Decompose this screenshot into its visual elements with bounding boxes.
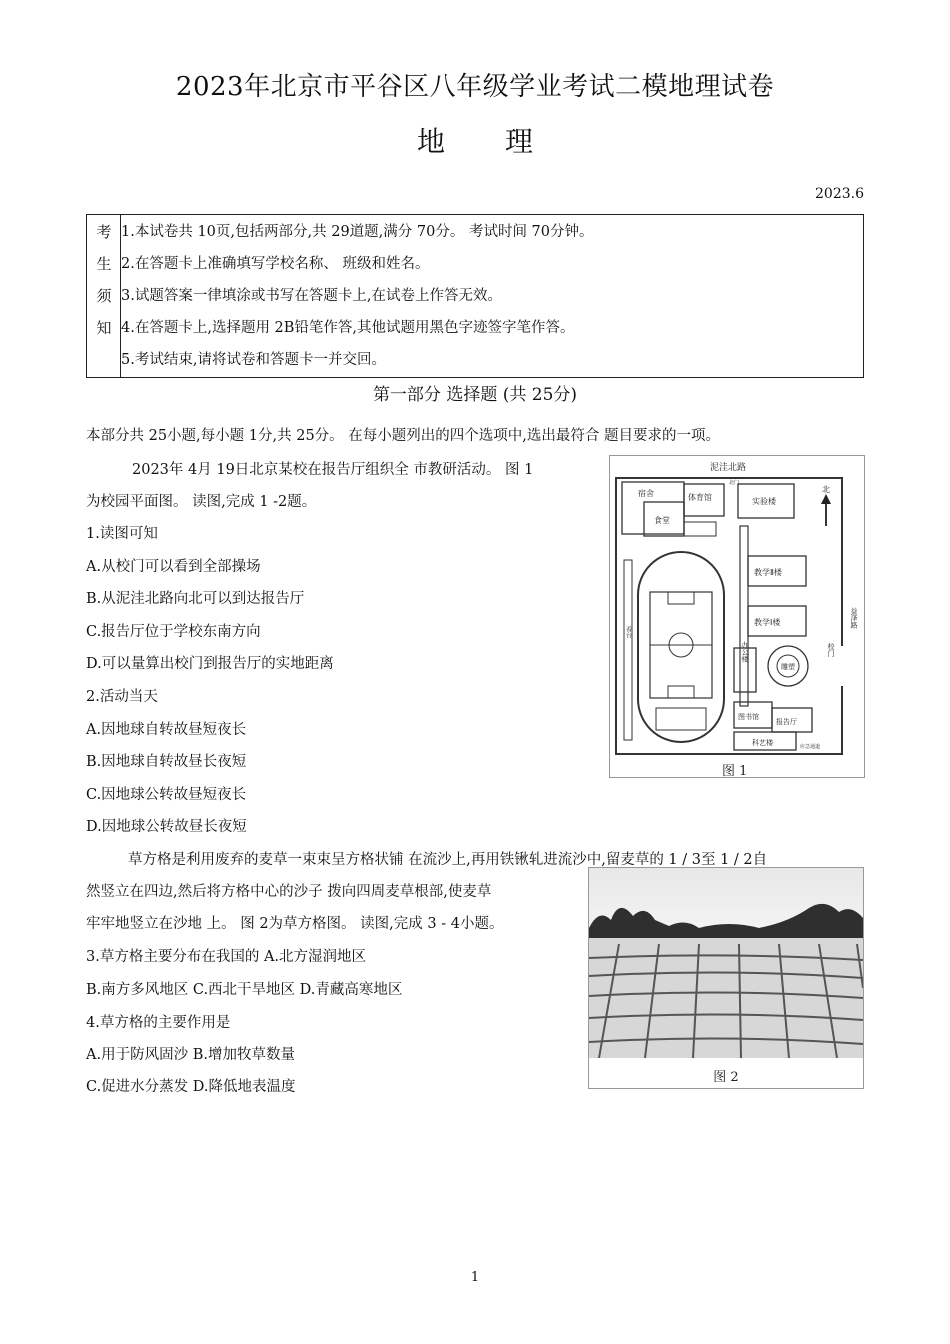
goal-box-north xyxy=(668,592,694,604)
notice-side-char: 知 xyxy=(96,319,112,337)
candidate-notice-box xyxy=(86,214,864,378)
notice-item: 1.本试卷共 10页,包括两部分,共 29道题,满分 70分。 考试时间 70分钟。 xyxy=(121,224,594,240)
notice-side-char: 须 xyxy=(96,287,112,305)
gate-opening xyxy=(838,646,846,686)
gym-label: 体育馆 xyxy=(688,493,712,502)
library-label: 图书馆 xyxy=(738,713,759,721)
figure2-photo xyxy=(588,867,864,1089)
office-label: 办公楼 xyxy=(741,641,749,663)
exit-label: 应急通道 xyxy=(800,744,821,750)
q1-option-c: C.报告厅位于学校东南方向 xyxy=(86,624,261,640)
passage1-line: 为校园平面图。 读图,完成 1 -2题。 xyxy=(86,494,317,510)
exam-title: 2023年北京市平谷区八年级学业考试二模地理试卷 xyxy=(175,72,775,102)
teach1-label: 教学Ⅰ楼 xyxy=(754,618,781,627)
subject-char-2: 理 xyxy=(505,125,534,158)
q1-option-a: A.从校门可以看到全部操场 xyxy=(86,559,261,575)
q2-option-c: C.因地球公转故昼短夜长 xyxy=(86,787,247,803)
part1-intro: 本部分共 25小题,每小题 1分,共 25分。 在每小题列出的四个选项中,选出最符合 题目要求的一项。 xyxy=(86,428,720,444)
subject-char-1: 地 xyxy=(416,125,445,158)
notice-item: 5.考试结束,请将试卷和答题卡一并交回。 xyxy=(121,352,386,368)
q4-line: A.用于防风固沙 B.增加牧草数量 xyxy=(86,1047,295,1063)
subject-heading xyxy=(0,120,950,160)
q1-stem: 1.读图可知 xyxy=(86,526,158,542)
passage2-line: 然竖立在四边,然后将方格中心的沙子 拨向四周麦草根部,使麦草 xyxy=(86,884,492,900)
figure1-caption: 图 1 xyxy=(722,764,748,779)
page-number: 1 xyxy=(470,1270,480,1285)
basketball-court xyxy=(656,708,706,730)
notice-side-char: 生 xyxy=(96,255,112,273)
q4-line: C.促进水分蒸发 D.降低地表温度 xyxy=(86,1079,296,1095)
canteen-label: 食堂 xyxy=(654,516,670,525)
lab-label: 实验楼 xyxy=(752,497,776,506)
north-gate-label: 北门 xyxy=(728,480,740,486)
road-north-label: 泥洼北路 xyxy=(709,463,747,473)
art-label: 科艺楼 xyxy=(752,739,773,747)
north-label: 北 xyxy=(822,485,830,494)
goal-box-south xyxy=(668,686,694,698)
corridor xyxy=(740,526,748,706)
teach2-label: 教学Ⅱ楼 xyxy=(754,568,782,577)
notice-item: 3.试题答案一律填涂或书写在答题卡上,在试卷上作答无效。 xyxy=(121,288,502,304)
q2-option-a: A.因地球自转故昼短夜长 xyxy=(86,722,247,738)
stage-label: 看台 xyxy=(624,626,632,638)
gym-annex xyxy=(684,522,716,536)
q2-option-d: D.因地球公转故昼长夜短 xyxy=(86,819,247,835)
passage2-line: 牢牢地竖立在沙地 上。 图 2为草方格图。 读图,完成 3 - 4小题。 xyxy=(86,916,504,932)
notice-side-char: 考 xyxy=(96,223,112,241)
grandstand xyxy=(624,560,632,740)
exam-date: 2023.6 xyxy=(815,186,864,202)
sculpture-label: 雕塑 xyxy=(781,663,795,671)
q2-stem: 2.活动当天 xyxy=(86,689,158,705)
running-track xyxy=(638,552,724,742)
q3-line: 3.草方格主要分布在我国的 A.北方湿润地区 xyxy=(86,949,367,965)
passage2-line: 草方格是利用废弃的麦草一束束呈方格状铺 在流沙上,再用铁锹轧进流沙中,留麦草的 1 / 3至 1 / 2自 xyxy=(128,852,768,868)
q4-stem: 4.草方格的主要作用是 xyxy=(86,1015,231,1031)
q3-line: B.南方多风地区 C.西北干旱地区 D.青藏高寒地区 xyxy=(86,982,403,998)
q2-option-b: B.因地球自转故昼长夜短 xyxy=(86,754,247,770)
road-east-label: 益泽路 xyxy=(850,607,858,629)
notice-item: 4.在答题卡上,选择题用 2B铅笔作答,其他试题用黑色字迹签字笔作答。 xyxy=(121,320,575,336)
hall-label: 报告厅 xyxy=(776,718,797,726)
straw-grid-illustration xyxy=(589,868,863,1058)
dorm-label: 宿舍 xyxy=(638,489,654,498)
passage1-line: 2023年 4月 19日北京某校在报告厅组织全 市教研活动。 图 1 xyxy=(132,462,534,478)
q1-option-b: B.从泥洼北路向北可以到达报告厅 xyxy=(86,591,305,607)
north-arrow-head xyxy=(821,494,831,504)
gate-label: 校门 xyxy=(827,643,835,657)
notice-item: 2.在答题卡上准确填写学校名称、 班级和姓名。 xyxy=(121,256,430,272)
notice-side-label xyxy=(87,215,121,377)
figure1-campus-map xyxy=(609,455,865,778)
part1-heading: 第一部分 选择题 (共 25分) xyxy=(372,385,578,405)
figure2-caption: 图 2 xyxy=(713,1070,739,1085)
q1-option-d: D.可以量算出校门到报告厅的实地距离 xyxy=(86,656,334,672)
campus-map-svg xyxy=(610,456,864,777)
